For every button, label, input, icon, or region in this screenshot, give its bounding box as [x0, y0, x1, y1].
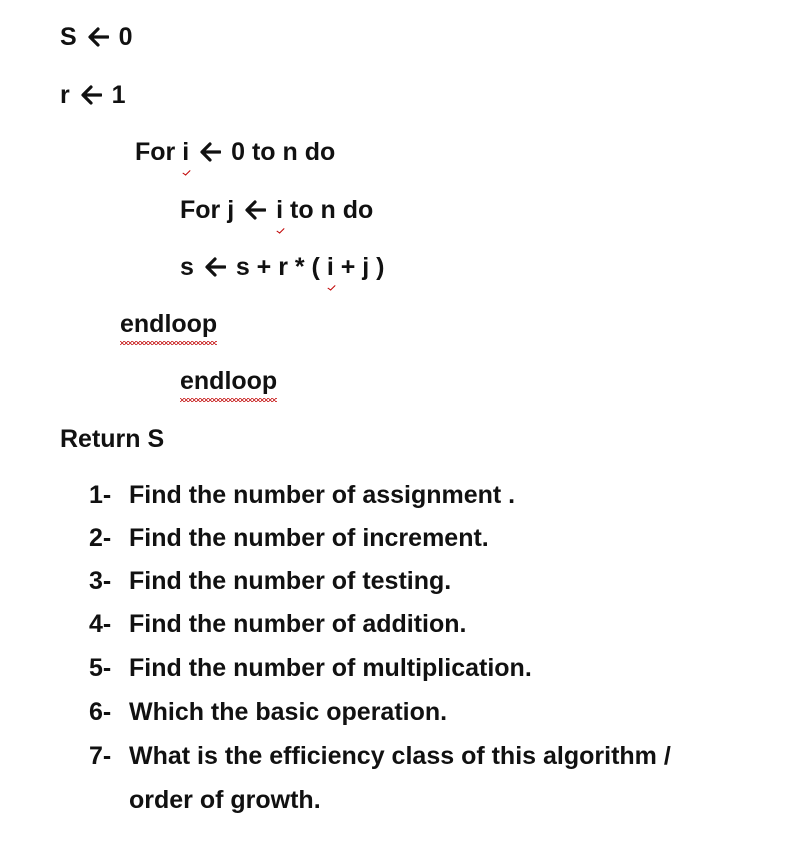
- keyword-for: For: [180, 196, 221, 224]
- left-arrow-icon: [204, 257, 226, 277]
- value: 1: [111, 81, 126, 109]
- var-s: S: [60, 23, 77, 51]
- list-item: [89, 697, 447, 727]
- question-text: Find the number of increment.: [129, 524, 489, 552]
- code-line-init-s: [60, 22, 133, 52]
- question-number: 6-: [89, 698, 112, 726]
- range-text: to n do: [290, 196, 374, 224]
- question-text: Find the number of testing.: [129, 567, 452, 595]
- list-item: [89, 653, 532, 683]
- range-text: 0 to n do: [231, 138, 336, 166]
- list-item: [89, 566, 451, 596]
- question-text: What is the efficiency class of this algorithm /: [129, 742, 671, 770]
- question-text: Find the number of addition.: [129, 610, 467, 638]
- list-item: [89, 609, 466, 639]
- return-statement: Return S: [60, 425, 165, 453]
- question-number: 4-: [89, 610, 112, 638]
- list-item: [89, 480, 515, 510]
- keyword-endloop: endloop: [180, 367, 278, 395]
- left-arrow-icon: [244, 200, 266, 220]
- keyword-for: For: [135, 138, 176, 166]
- code-line-return: [60, 424, 164, 454]
- question-number: 5-: [89, 654, 112, 682]
- code-line-assign: [180, 252, 385, 282]
- list-item: [89, 785, 321, 815]
- var-i: i: [276, 196, 284, 224]
- code-line-outer-for: [135, 137, 335, 167]
- question-text: Find the number of assignment .: [129, 481, 516, 509]
- var-j: j: [227, 196, 235, 224]
- question-number: 2-: [89, 524, 112, 552]
- value: 0: [118, 23, 133, 51]
- question-text: Which the basic operation.: [129, 698, 448, 726]
- left-arrow-icon: [80, 85, 102, 105]
- keyword-endloop: endloop: [120, 310, 218, 338]
- left-arrow-icon: [199, 142, 221, 162]
- code-line-endloop-1: [120, 309, 217, 339]
- left-arrow-icon: [87, 27, 109, 47]
- code-line-inner-for: [180, 195, 373, 225]
- expression-part: + j ): [340, 253, 385, 281]
- question-number: 1-: [89, 481, 112, 509]
- var-i: i: [326, 253, 334, 281]
- question-text: order of growth.: [129, 786, 321, 814]
- code-line-init-r: [60, 80, 126, 110]
- question-number: 7-: [89, 742, 112, 770]
- list-item: [89, 741, 671, 771]
- question-number: 3-: [89, 567, 112, 595]
- var-i: i: [182, 138, 190, 166]
- list-item: [89, 523, 489, 553]
- expression-part: s + r * (: [235, 253, 320, 281]
- question-text: Find the number of multiplication.: [129, 654, 532, 682]
- code-line-endloop-2: [180, 366, 277, 396]
- var-s: s: [180, 253, 194, 281]
- var-r: r: [60, 81, 70, 109]
